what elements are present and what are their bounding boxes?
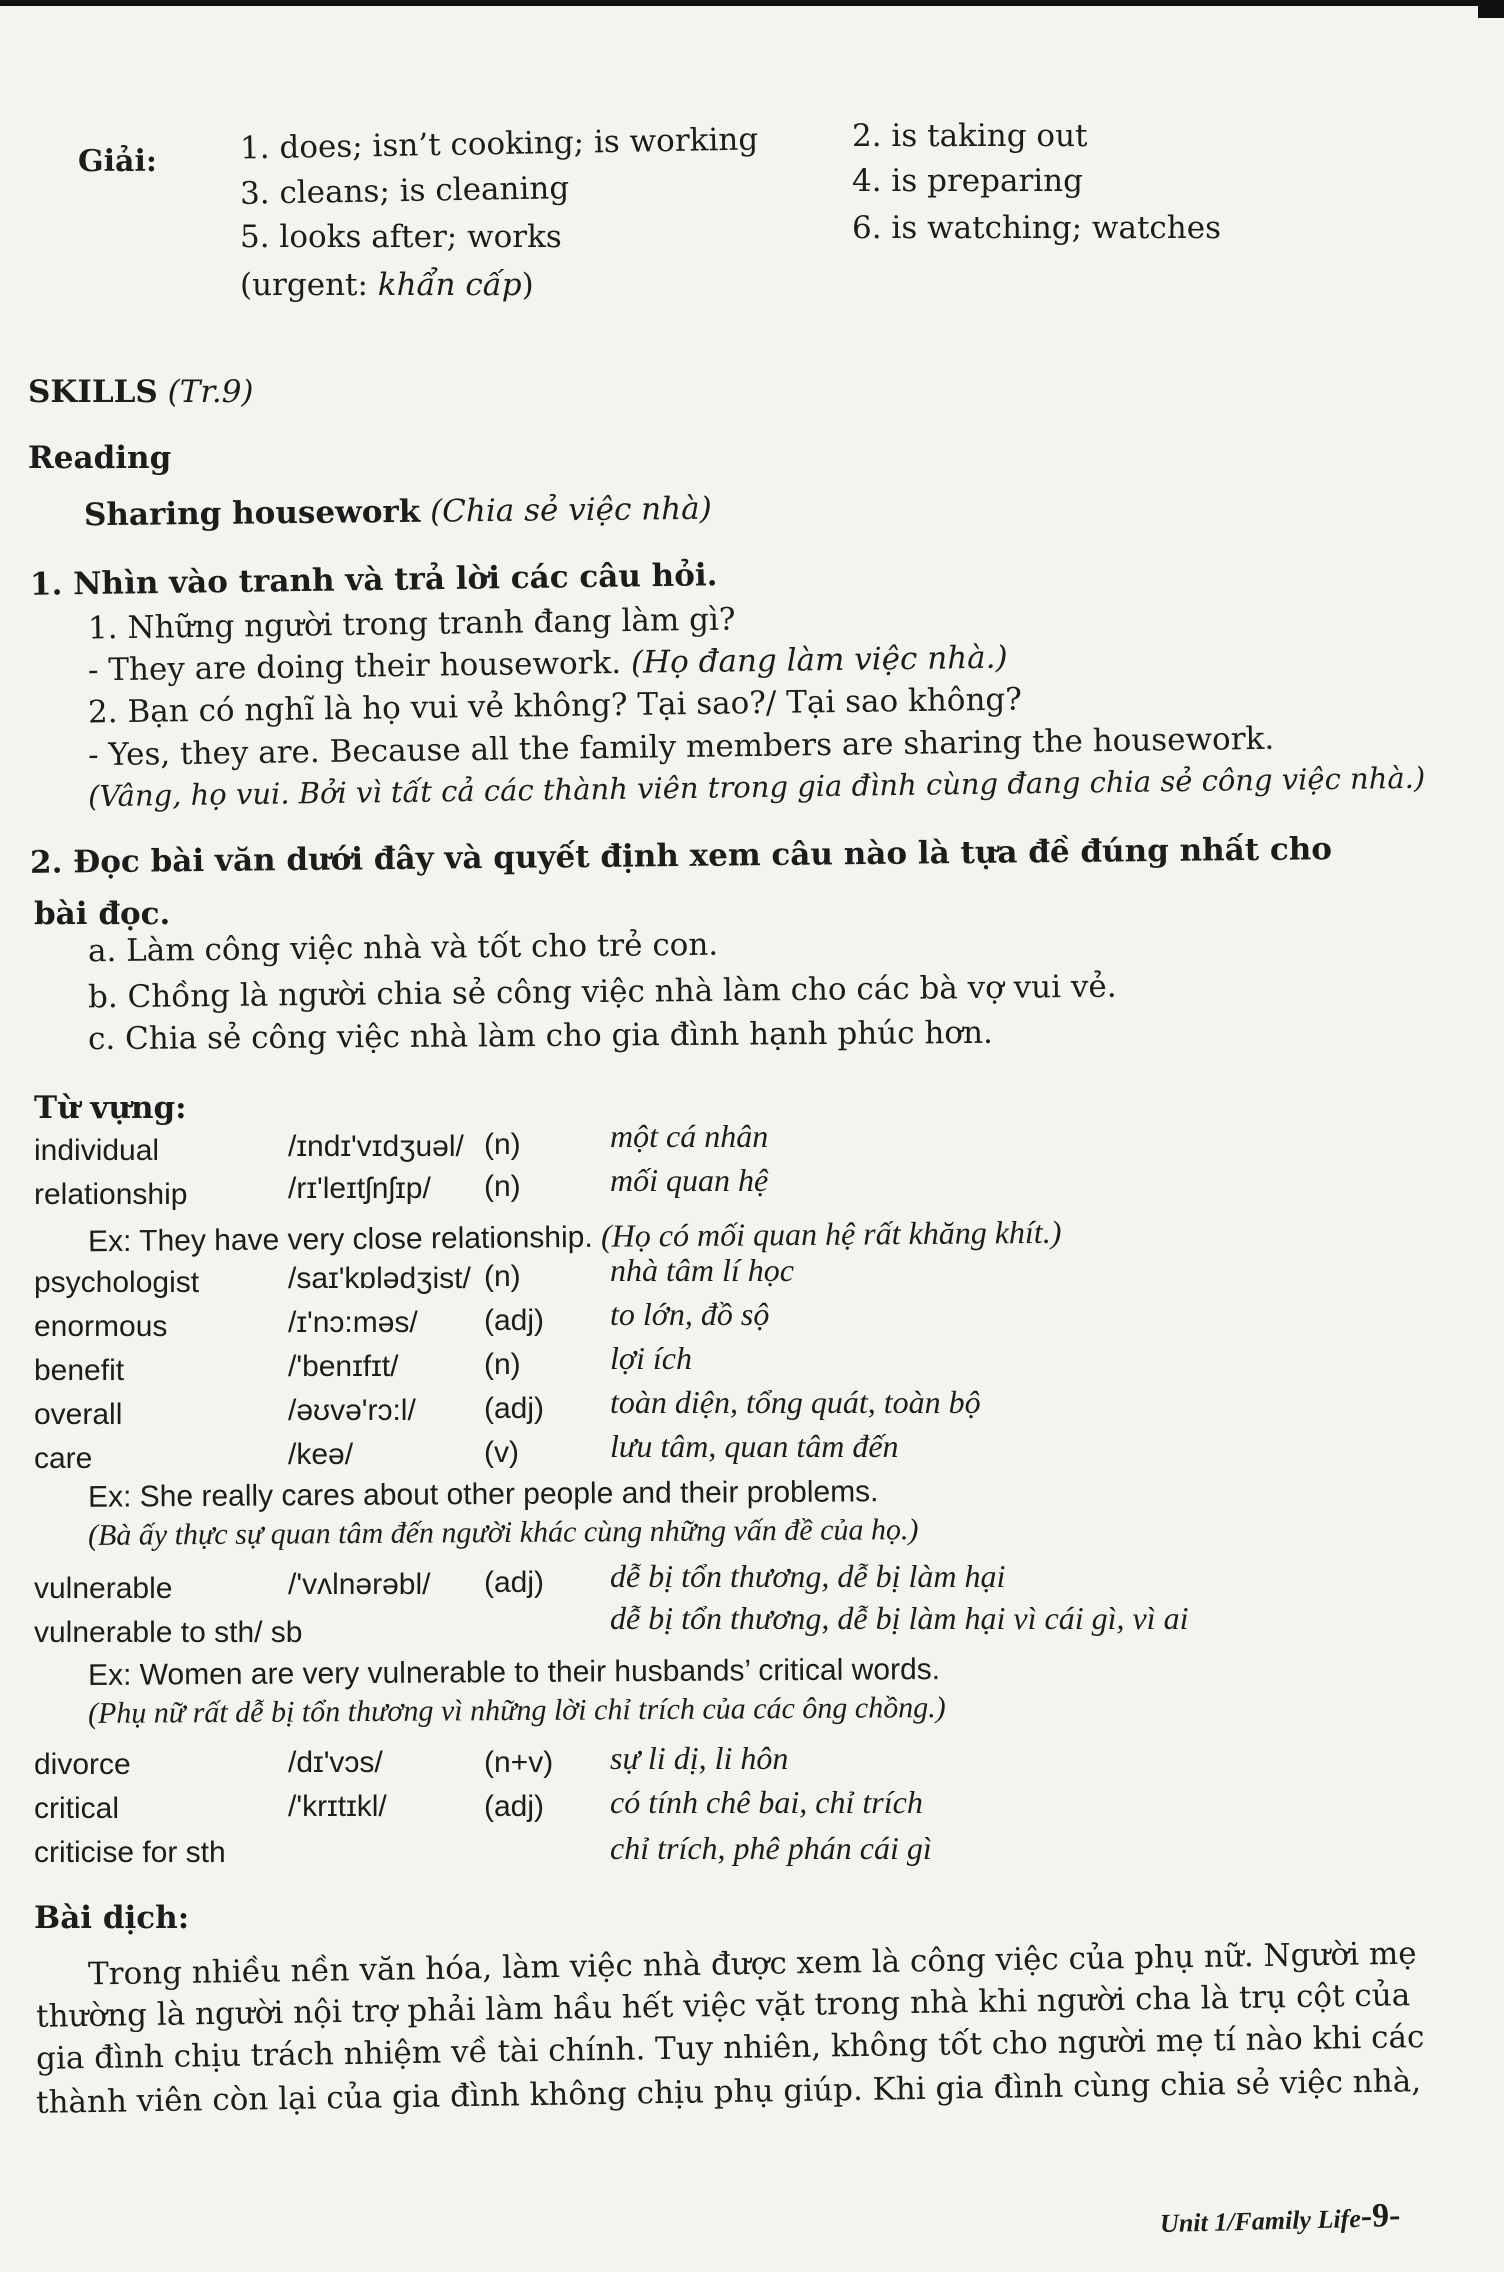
reading-subtitle: Sharing housework (Chia sẻ việc nhà): [83, 490, 712, 534]
translation-line-1: Trong nhiều nền văn hóa, làm việc nhà được xem là công việc của phụ nữ. Người mẹ: [87, 1935, 1417, 1993]
vocab-pos: (adj): [484, 1566, 545, 1599]
vocab-meaning: chỉ trích, phê phán cái gì: [610, 1830, 932, 1866]
vocab-ipa: /keə/: [288, 1438, 354, 1471]
vocab-meaning: có tính chê bai, chỉ trích: [610, 1784, 923, 1820]
vocab-word: individual: [34, 1134, 160, 1167]
answer-6: 6. is watching; watches: [852, 210, 1221, 246]
translation-heading: Bài dịch:: [34, 1900, 190, 1936]
vocab-meaning: lợi ích: [610, 1340, 692, 1376]
vocab-heading: Từ vựng:: [34, 1090, 187, 1126]
page-footer: [1160, 2197, 1401, 2241]
footer-unit-label: Unit 1/Family Life: [1159, 2203, 1362, 2239]
task1-answer-2-translation: (Vâng, họ vui. Bởi vì tất cả các thành viên trong gia đình cùng đang chia sẻ công việc nhà.): [87, 760, 1426, 814]
reading-heading: Reading: [28, 440, 172, 476]
vocab-ipa: /ɪ'nɔ:məs/: [288, 1306, 418, 1339]
scan-corner-mark: [1478, 0, 1504, 18]
vocab-pos: (adj): [484, 1392, 545, 1425]
vocab-pos: (n+v): [484, 1746, 554, 1779]
vocab-example-3-translation: (Phụ nữ rất dễ bị tổn thương vì những lời chỉ trích của các ông chồng.): [87, 1691, 946, 1730]
vocab-pos: (adj): [484, 1790, 545, 1823]
task2-option-a: a. Làm công việc nhà và tốt cho trẻ con.: [87, 926, 719, 970]
vocab-meaning: dễ bị tổn thương, dễ bị làm hại: [610, 1558, 1006, 1594]
vocab-meaning: mối quan hệ: [610, 1162, 769, 1198]
vocab-word: vulnerable to sth/ sb: [34, 1616, 303, 1649]
vocab-example-2: Ex: She really cares about other people and their problems.: [87, 1475, 879, 1514]
vocab-example-2-translation: (Bà ấy thực sự quan tâm đến người khác cùng những vấn đề của họ.): [87, 1513, 919, 1552]
vocab-meaning: to lớn, đồ sộ: [610, 1296, 770, 1332]
answers-label: Giải:: [78, 144, 157, 179]
vocab-word: critical: [34, 1792, 120, 1825]
vocab-word: psychologist: [34, 1266, 200, 1299]
task2-option-b: b. Chồng là người chia sẻ công việc nhà làm cho các bà vợ vui vẻ.: [87, 968, 1117, 1016]
vocab-pos: (n): [484, 1170, 521, 1203]
vocab-ipa: /'vʌlnərəbl/: [288, 1568, 431, 1601]
task1-question-2: 2. Bạn có nghĩ là họ vui vẻ không? Tại sao?/ Tại sao không?: [87, 681, 1023, 731]
translation-line-2: thường là người nội trợ phải làm hầu hết việc vặt trong nhà khi người cha là trụ cột của: [35, 1977, 1411, 2035]
task2-option-c: c. Chia sẻ công việc nhà làm cho gia đình hạnh phúc hơn.: [87, 1014, 993, 1058]
vocab-meaning: sự li dị, li hôn: [610, 1740, 789, 1776]
skills-heading: SKILLS (Tr.9): [28, 374, 254, 410]
vocab-ipa: /saɪ'kɒlədʒist/: [288, 1262, 471, 1295]
vocab-word: vulnerable: [34, 1572, 173, 1605]
task1-answer-2: - Yes, they are. Because all the family members are sharing the housework.: [87, 720, 1275, 774]
task1-answer-1: - They are doing their housework. (Họ đang làm việc nhà.): [87, 639, 1008, 689]
vocab-meaning: lưu tâm, quan tâm đến: [610, 1428, 899, 1464]
vocab-ipa: /dɪ'vɔs/: [288, 1746, 383, 1779]
vocab-pos: (adj): [484, 1304, 545, 1337]
vocab-word: relationship: [34, 1178, 188, 1211]
vocab-word: care: [34, 1442, 93, 1475]
answer-note: (urgent: khẩn cấp): [240, 267, 534, 303]
vocab-word: overall: [34, 1398, 123, 1431]
vocab-word: criticise for sth: [34, 1836, 226, 1869]
vocab-pos: (n): [484, 1128, 521, 1161]
vocab-meaning: dễ bị tổn thương, dễ bị làm hại vì cái gì, vì ai: [610, 1600, 1189, 1636]
vocab-word: benefit: [34, 1354, 125, 1387]
vocab-meaning: một cá nhân: [610, 1118, 769, 1154]
vocab-example-1: Ex: They have very close relationship. (Họ có mối quan hệ rất khăng khít.): [87, 1213, 1062, 1259]
vocab-ipa: /rɪ'leɪtʃnʃɪp/: [288, 1172, 431, 1205]
vocab-pos: (v): [484, 1436, 519, 1469]
translation-line-3: gia đình chịu trách nhiệm về tài chính. Tuy nhiên, không tốt cho người mẹ tí nào khi các: [35, 2019, 1425, 2077]
answer-5: 5. looks after; works: [240, 219, 562, 255]
vocab-word: divorce: [34, 1748, 131, 1781]
task1-heading: 1. Nhìn vào tranh và trả lời các câu hỏi.: [29, 557, 718, 603]
vocab-ipa: /'benɪfɪt/: [288, 1350, 399, 1383]
task2-heading-line1: 2. Đọc bài văn dưới đây và quyết định xem câu nào là tựa đề đúng nhất cho: [29, 831, 1333, 881]
answer-1: 1. does; isn’t cooking; is working: [239, 121, 759, 167]
answer-4: 4. is preparing: [852, 163, 1083, 199]
page-number: -9-: [1360, 2196, 1401, 2235]
vocab-ipa: /ɪndɪ'vɪdʒuəl/: [288, 1130, 464, 1163]
task2-heading-line2: bài đọc.: [34, 896, 171, 932]
answer-3: 3. cleans; is cleaning: [239, 170, 570, 212]
vocab-ipa: /'krɪtɪkl/: [288, 1790, 387, 1823]
vocab-example-3: Ex: Women are very vulnerable to their husbands’ critical words.: [87, 1653, 941, 1692]
vocab-ipa: /əʊvə'rɔ:l/: [288, 1394, 416, 1427]
answer-2: 2. is taking out: [852, 118, 1088, 154]
translation-line-4: thành viên còn lại của gia đình không chịu phụ giúp. Khi gia đình cùng chia sẻ việc nhà,: [35, 2063, 1422, 2121]
scan-top-edge: [0, 0, 1504, 6]
task1-question-1: 1. Những người trong tranh đang làm gì?: [87, 601, 736, 647]
vocab-pos: (n): [484, 1260, 521, 1293]
vocab-pos: (n): [484, 1348, 521, 1381]
vocab-meaning: toàn diện, tổng quát, toàn bộ: [610, 1384, 981, 1420]
vocab-meaning: nhà tâm lí học: [610, 1252, 794, 1288]
vocab-word: enormous: [34, 1310, 168, 1343]
